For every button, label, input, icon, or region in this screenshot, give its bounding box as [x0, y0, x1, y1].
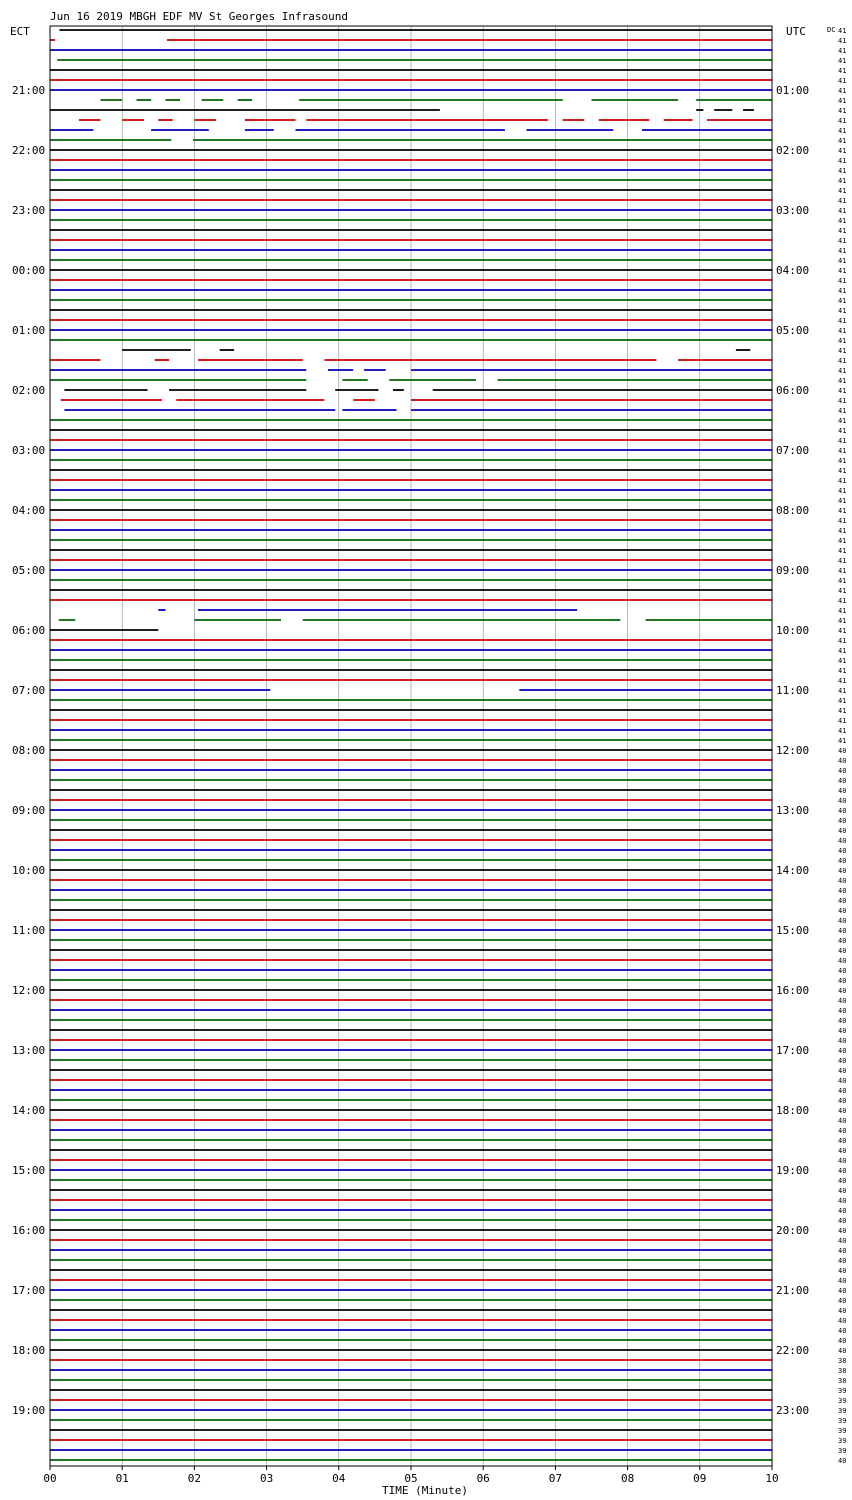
dc-value: 38 — [838, 1377, 847, 1385]
left-hour-label: 04:00 — [12, 504, 46, 517]
dc-value: 41 — [838, 537, 847, 545]
dc-value: 40 — [838, 1327, 847, 1335]
dc-value: 41 — [838, 207, 847, 215]
right-hour-label: 03:00 — [776, 204, 810, 217]
left-hour-label: 10:00 — [12, 864, 46, 877]
right-hour-label: 06:00 — [776, 384, 810, 397]
left-hour-label: 13:00 — [12, 1044, 46, 1057]
dc-value: 41 — [838, 157, 847, 165]
right-hour-label: 17:00 — [776, 1044, 810, 1057]
dc-value: 41 — [838, 87, 847, 95]
dc-value: 41 — [838, 217, 847, 225]
dc-value: 40 — [838, 957, 847, 965]
dc-value: 40 — [838, 1167, 847, 1175]
right-hour-label: 15:00 — [776, 924, 810, 937]
dc-value: 41 — [838, 407, 847, 415]
dc-value: 40 — [838, 857, 847, 865]
dc-value: 41 — [838, 627, 847, 635]
dc-value: 40 — [838, 997, 847, 1005]
dc-value: 40 — [838, 987, 847, 995]
right-hour-label: 04:00 — [776, 264, 810, 277]
dc-value: 41 — [838, 547, 847, 555]
dc-value: 41 — [838, 597, 847, 605]
dc-value: 41 — [838, 27, 847, 35]
dc-value: 40 — [838, 1337, 847, 1345]
dc-value: 41 — [838, 347, 847, 355]
dc-value: 40 — [838, 1257, 847, 1265]
dc-value: 41 — [838, 557, 847, 565]
right-hour-label: 11:00 — [776, 684, 810, 697]
dc-value: 41 — [838, 587, 847, 595]
left-hour-label: 18:00 — [12, 1344, 46, 1357]
dc-value: 40 — [838, 1307, 847, 1315]
dc-value: 41 — [838, 707, 847, 715]
dc-value: 41 — [838, 497, 847, 505]
dc-value: 41 — [838, 187, 847, 195]
dc-value: 41 — [838, 487, 847, 495]
dc-value: 40 — [838, 757, 847, 765]
x-tick-label: 09 — [693, 1472, 707, 1485]
x-tick-label: 04 — [332, 1472, 346, 1485]
dc-value: 40 — [838, 797, 847, 805]
dc-value: 41 — [838, 567, 847, 575]
x-tick-label: 03 — [259, 1472, 274, 1485]
left-hour-label: 11:00 — [12, 924, 46, 937]
dc-value: 40 — [838, 817, 847, 825]
dc-value: 41 — [838, 447, 847, 455]
left-hour-label: 15:00 — [12, 1164, 46, 1177]
right-hour-label: 02:00 — [776, 144, 810, 157]
x-tick-label: 02 — [187, 1472, 202, 1485]
right-hour-label: 14:00 — [776, 864, 810, 877]
dc-value: 40 — [838, 1197, 847, 1205]
dc-value: 41 — [838, 127, 847, 135]
dc-value: 40 — [838, 1247, 847, 1255]
dc-value: 41 — [838, 737, 847, 745]
right-hour-label: 18:00 — [776, 1104, 810, 1117]
dc-value: 41 — [838, 577, 847, 585]
left-hour-label: 03:00 — [12, 444, 46, 457]
dc-value: 40 — [838, 747, 847, 755]
dc-value: 41 — [838, 667, 847, 675]
dc-value: 40 — [838, 1007, 847, 1015]
dc-value: 41 — [838, 437, 847, 445]
dc-value: 40 — [838, 1237, 847, 1245]
x-tick-label: 01 — [115, 1472, 129, 1485]
dc-value: 41 — [838, 427, 847, 435]
left-hour-label: 02:00 — [12, 384, 46, 397]
dc-value: 41 — [838, 257, 847, 265]
dc-value: 40 — [838, 937, 847, 945]
left-hour-label: 06:00 — [12, 624, 46, 637]
left-hour-label: 22:00 — [12, 144, 46, 157]
dc-value: 40 — [838, 1157, 847, 1165]
right-hour-label: 12:00 — [776, 744, 810, 757]
left-hour-label: 17:00 — [12, 1284, 46, 1297]
dc-value: 40 — [838, 1017, 847, 1025]
dc-value: 38 — [838, 1357, 847, 1365]
dc-value: 40 — [838, 967, 847, 975]
dc-value: 41 — [838, 617, 847, 625]
dc-value: 41 — [838, 637, 847, 645]
dc-value: 41 — [838, 507, 847, 515]
x-tick-label: 08 — [620, 1472, 635, 1485]
right-hour-label: 23:00 — [776, 1404, 810, 1417]
dc-header-label: DC — [827, 26, 836, 34]
dc-value: 39 — [838, 1447, 847, 1455]
left-hour-label: 08:00 — [12, 744, 46, 757]
left-hour-label: 16:00 — [12, 1224, 46, 1237]
dc-value: 39 — [838, 1397, 847, 1405]
x-tick-label: 10 — [765, 1472, 779, 1485]
dc-value: 41 — [838, 677, 847, 685]
right-hour-label: 13:00 — [776, 804, 810, 817]
dc-value: 41 — [838, 297, 847, 305]
dc-value: 38 — [838, 1367, 847, 1375]
right-hour-label: 16:00 — [776, 984, 810, 997]
dc-value: 40 — [838, 1207, 847, 1215]
left-hour-label: 05:00 — [12, 564, 46, 577]
dc-value: 40 — [838, 1027, 847, 1035]
dc-value: 41 — [838, 197, 847, 205]
x-axis-label: TIME (Minute) — [381, 1484, 469, 1497]
x-axis-ticks — [43, 1466, 778, 1485]
dc-value: 41 — [838, 607, 847, 615]
dc-value: 40 — [838, 1217, 847, 1225]
dc-value: 40 — [838, 1297, 847, 1305]
dc-value: 41 — [838, 267, 847, 275]
chart-title: Jun 16 2019 MBGH EDF MV St Georges Infrasound — [50, 10, 349, 23]
dc-value: 40 — [838, 787, 847, 795]
dc-value: 41 — [838, 117, 847, 125]
dc-value: 39 — [838, 1407, 847, 1415]
dc-value: 40 — [838, 887, 847, 895]
dc-value: 40 — [838, 1057, 847, 1065]
left-hour-label: 14:00 — [12, 1104, 46, 1117]
dc-value: 41 — [838, 307, 847, 315]
dc-value: 41 — [838, 237, 847, 245]
dc-value: 41 — [838, 517, 847, 525]
dc-value: 41 — [838, 657, 847, 665]
dc-value: 41 — [838, 247, 847, 255]
dc-value: 40 — [838, 807, 847, 815]
dc-value: 40 — [838, 1097, 847, 1105]
dc-value: 40 — [838, 837, 847, 845]
left-hour-labels — [12, 84, 45, 1417]
dc-value: 39 — [838, 1417, 847, 1425]
right-hour-label: 19:00 — [776, 1164, 810, 1177]
dc-value: 41 — [838, 717, 847, 725]
dc-value: 40 — [838, 767, 847, 775]
dc-value: 40 — [838, 897, 847, 905]
dc-value: 41 — [838, 687, 847, 695]
dc-value: 39 — [838, 1427, 847, 1435]
dc-value: 40 — [838, 847, 847, 855]
dc-value: 40 — [838, 1137, 847, 1145]
left-hour-label: 01:00 — [12, 324, 46, 337]
x-tick-label: 07 — [548, 1472, 563, 1485]
dc-value: 41 — [838, 377, 847, 385]
right-hour-label: 09:00 — [776, 564, 810, 577]
x-tick-label: 05 — [404, 1472, 418, 1485]
dc-value: 40 — [838, 1267, 847, 1275]
dc-value: 41 — [838, 367, 847, 375]
right-hour-labels — [776, 84, 809, 1417]
dc-value: 41 — [838, 67, 847, 75]
dc-value: 40 — [838, 917, 847, 925]
dc-value: 40 — [838, 1287, 847, 1295]
left-hour-label: 19:00 — [12, 1404, 46, 1417]
right-hour-label: 01:00 — [776, 84, 810, 97]
dc-value: 41 — [838, 147, 847, 155]
dc-value: 41 — [838, 357, 847, 365]
dc-value: 41 — [838, 137, 847, 145]
dc-value: 40 — [838, 1227, 847, 1235]
dc-value: 41 — [838, 227, 847, 235]
dc-value: 40 — [838, 777, 847, 785]
dc-value: 40 — [838, 947, 847, 955]
left-timezone-label: ECT — [10, 25, 30, 38]
left-hour-label: 23:00 — [12, 204, 46, 217]
right-hour-label: 22:00 — [776, 1344, 810, 1357]
right-hour-label: 20:00 — [776, 1224, 810, 1237]
dc-value: 40 — [838, 1067, 847, 1075]
dc-value: 40 — [838, 1127, 847, 1135]
dc-value: 39 — [838, 1387, 847, 1395]
right-hour-label: 05:00 — [776, 324, 810, 337]
dc-value: 41 — [838, 287, 847, 295]
dc-value: 41 — [838, 527, 847, 535]
dc-value: 41 — [838, 697, 847, 705]
dc-value: 41 — [838, 647, 847, 655]
dc-value: 40 — [838, 907, 847, 915]
right-hour-label: 07:00 — [776, 444, 810, 457]
dc-value: 39 — [838, 1437, 847, 1445]
dc-value: 40 — [838, 1347, 847, 1355]
dc-value: 41 — [838, 177, 847, 185]
left-hour-label: 07:00 — [12, 684, 46, 697]
dc-value: 40 — [838, 1117, 847, 1125]
dc-value: 41 — [838, 457, 847, 465]
dc-value: 41 — [838, 47, 847, 55]
left-hour-label: 21:00 — [12, 84, 46, 97]
dc-value: 41 — [838, 317, 847, 325]
dc-value: 40 — [838, 927, 847, 935]
dc-value: 41 — [838, 167, 847, 175]
dc-value: 41 — [838, 57, 847, 65]
dc-value: 41 — [838, 387, 847, 395]
left-hour-label: 00:00 — [12, 264, 46, 277]
dc-value: 40 — [838, 1107, 847, 1115]
x-tick-label: 00 — [43, 1472, 57, 1485]
dc-value: 40 — [838, 1147, 847, 1155]
dc-value: 41 — [838, 77, 847, 85]
dc-value: 40 — [838, 1047, 847, 1055]
dc-value: 41 — [838, 467, 847, 475]
dc-value: 40 — [838, 867, 847, 875]
dc-values — [838, 27, 846, 1465]
x-tick-label: 06 — [476, 1472, 490, 1485]
dc-value: 41 — [838, 727, 847, 735]
dc-value: 41 — [838, 477, 847, 485]
dc-value: 41 — [838, 97, 847, 105]
dc-value: 40 — [838, 977, 847, 985]
dc-value: 41 — [838, 337, 847, 345]
dc-value: 40 — [838, 827, 847, 835]
dc-value: 41 — [838, 277, 847, 285]
dc-value: 41 — [838, 37, 847, 45]
dc-value: 40 — [838, 1077, 847, 1085]
right-timezone-label: UTC — [786, 25, 806, 38]
dc-value: 40 — [838, 1277, 847, 1285]
left-hour-label: 12:00 — [12, 984, 46, 997]
dc-value: 41 — [838, 397, 847, 405]
dc-value: 40 — [838, 877, 847, 885]
right-hour-label: 21:00 — [776, 1284, 810, 1297]
dc-value: 40 — [838, 1457, 847, 1465]
right-hour-label: 10:00 — [776, 624, 810, 637]
left-hour-label: 09:00 — [12, 804, 46, 817]
dc-value: 41 — [838, 417, 847, 425]
dc-value: 40 — [838, 1037, 847, 1045]
dc-value: 40 — [838, 1177, 847, 1185]
dc-value: 40 — [838, 1317, 847, 1325]
dc-value: 41 — [838, 327, 847, 335]
dc-value: 40 — [838, 1187, 847, 1195]
dc-value: 40 — [838, 1087, 847, 1095]
dc-value: 41 — [838, 107, 847, 115]
right-hour-label: 08:00 — [776, 504, 810, 517]
